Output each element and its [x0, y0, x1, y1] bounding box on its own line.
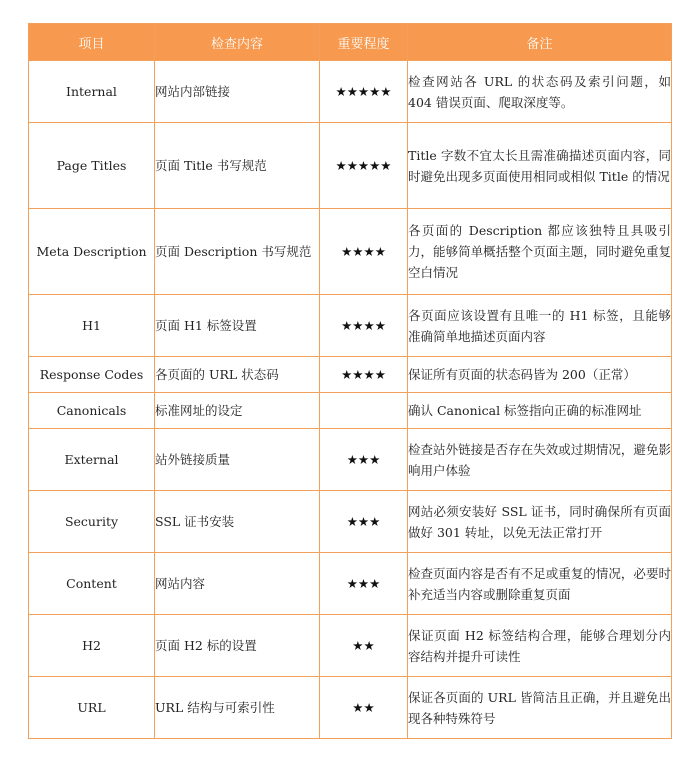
check-cell: URL 结构与可索引性 [155, 677, 320, 739]
importance-stars: ★★★ [320, 429, 408, 491]
item-cell: H1 [29, 295, 155, 357]
check-cell: 页面 H1 标签设置 [155, 295, 320, 357]
importance-stars: ★★ [320, 677, 408, 739]
item-cell: H2 [29, 615, 155, 677]
check-cell: 站外链接质量 [155, 429, 320, 491]
header-check-content: 检查内容 [155, 24, 320, 61]
check-cell: 标准网址的设定 [155, 393, 320, 429]
table-row [29, 553, 672, 615]
table-row [29, 393, 672, 429]
header-item: 项目 [29, 24, 155, 61]
table-row [29, 357, 672, 393]
note-cell: 检查站外链接是否存在失效或过期情况，避免影响用户体验 [408, 441, 671, 478]
table-row [29, 677, 672, 739]
note-cell: 保证各页面的 URL 皆简洁且正确，并且避免出现各种特殊符号 [408, 689, 671, 726]
header-note: 备注 [408, 24, 672, 61]
note-cell: 保证所有页面的状态码皆为 200（正常） [408, 367, 636, 382]
item-cell: URL [29, 677, 155, 739]
importance-stars: ★★★★ [320, 209, 408, 295]
importance-stars: ★★★ [320, 491, 408, 553]
table-row [29, 295, 672, 357]
item-cell: Page Titles [29, 123, 155, 209]
header-row [29, 24, 672, 61]
importance-stars [320, 393, 408, 429]
table-row [29, 123, 672, 209]
table-row [29, 209, 672, 295]
item-cell: Canonicals [29, 393, 155, 429]
check-cell: SSL 证书安装 [155, 491, 320, 553]
item-cell: Response Codes [29, 357, 155, 393]
item-cell: External [29, 429, 155, 491]
item-cell: Meta Description [29, 209, 155, 295]
table-row [29, 429, 672, 491]
check-cell: 各页面的 URL 状态码 [155, 357, 320, 393]
importance-stars: ★★ [320, 615, 408, 677]
item-cell: Internal [29, 61, 155, 123]
importance-stars: ★★★★★ [320, 123, 408, 209]
note-cell: 各页面的 Description 都应该独特且具吸引力，能够简单概括整个页面主题，同时避免重复空白情况 [408, 223, 671, 280]
table-row [29, 61, 672, 123]
table-row [29, 615, 672, 677]
check-cell: 网站内部链接 [155, 61, 320, 123]
note-cell: 检查网站各 URL 的状态码及索引问题，如 404 错误页面、爬取深度等。 [408, 73, 671, 110]
seo-audit-table [28, 23, 672, 739]
check-cell: 页面 Description 书写规范 [155, 209, 320, 295]
item-cell: Security [29, 491, 155, 553]
note-cell: 各页面应该设置有且唯一的 H1 标签，且能够准确简单地描述页面内容 [408, 307, 671, 344]
note-cell: 确认 Canonical 标签指向正确的标准网址 [408, 403, 642, 418]
note-cell: Title 字数不宜太长且需准确描述页面内容，同时避免出现多页面使用相同或相似 Title 的情况 [408, 147, 671, 184]
header-importance: 重要程度 [320, 24, 408, 61]
item-cell: Content [29, 553, 155, 615]
table-row [29, 491, 672, 553]
check-cell: 页面 H2 标的设置 [155, 615, 320, 677]
importance-stars: ★★★★★ [320, 61, 408, 123]
importance-stars: ★★★★ [320, 357, 408, 393]
importance-stars: ★★★★ [320, 295, 408, 357]
note-cell: 检查页面内容是否有不足或重复的情况，必要时补充适当内容或删除重复页面 [408, 565, 671, 602]
check-cell: 页面 Title 书写规范 [155, 123, 320, 209]
importance-stars: ★★★ [320, 553, 408, 615]
check-cell: 网站内容 [155, 553, 320, 615]
note-cell: 网站必须安装好 SSL 证书，同时确保所有页面做好 301 转址，以免无法正常打开 [408, 503, 671, 540]
note-cell: 保证页面 H2 标签结构合理，能够合理划分内容结构并提升可读性 [408, 627, 671, 664]
